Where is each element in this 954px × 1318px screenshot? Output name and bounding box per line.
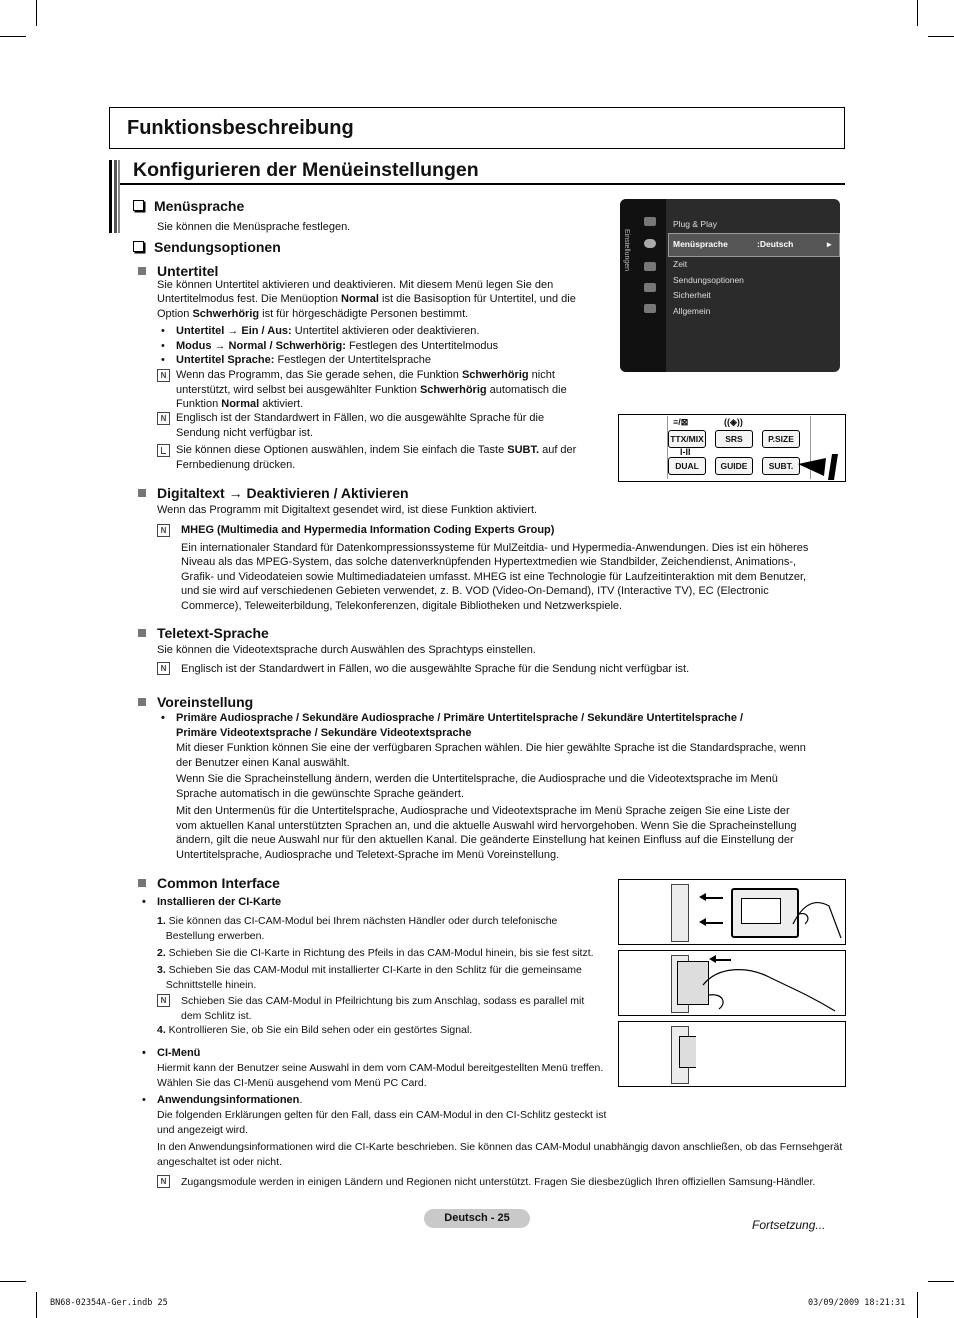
page-number-badge: Deutsch - 25: [424, 1209, 530, 1228]
hand-icon: [699, 955, 839, 1013]
mheg-line-3: Grafik- und Videodateien sowie Multimediadateien umfasst. MHEG ist eine Technologie für Laufzeitinteraktion mit dem Benutzer,: [181, 571, 807, 583]
mheg-line-4: und sie wird auf verschiedenen Gebieten verwendet, z. B. VOD (Video-On-Demand), ITV (Interactive TV), EC (Electronic: [181, 585, 769, 597]
menu-side-label: Einstellungen: [623, 229, 630, 272]
heading-common-interface: Common Interface: [138, 875, 280, 891]
voreinstellung-bullet: • Primäre Audiosprache / Sekundäre Audiosprache / Primäre Untertitelsprache / Sekundäre Untertitelsprache / Primäre Videotextsprache / Sekundäre Videotextsprache: [176, 711, 743, 740]
file-info: BN68-02354A-Ger.indb 25: [50, 1298, 168, 1308]
hand-icon: [789, 884, 843, 942]
arrow-left-icon: [705, 922, 723, 924]
heading-voreinstellung: Voreinstellung: [138, 694, 253, 710]
tip-icon: [157, 444, 170, 457]
pointer-arrow-icon: [796, 450, 842, 482]
srs-icon: ((◈)): [724, 417, 743, 427]
menu-item-selected: Menüsprache :Deutsch ▸: [668, 233, 840, 257]
app-info-text-2: In den Anwendungsinformationen wird die CI-Karte beschrieben. Sie können das CAM-Modul unabhängig davon anschließen, ob das Fernsehgerät angeschaltet ist oder nicht.: [157, 1141, 843, 1168]
continued-label: Fortsetzung...: [752, 1218, 826, 1232]
crop-mark: [0, 1281, 26, 1282]
untertitel-p2: Untertitelmodus fest. Die Menüoption Normal ist die Basisoption für Untertitel, und die: [157, 293, 576, 305]
untertitel-bullet-3: • Untertitel Sprache: Festlegen der Untertitelsprache: [176, 353, 431, 368]
untertitel-p3: Option Schwerhörig ist für hörgeschädigte Personen bestimmt.: [157, 308, 469, 320]
ci-step-2: 2. Schieben Sie die CI-Karte in Richtung des Pfeils in das CAM-Modul hinein, bis sie fest sitzt.: [157, 947, 594, 959]
ci-slot: [671, 884, 689, 942]
ci-step-3: 3. Schieben Sie das CAM-Modul mit installierter CI-Karte in den Schlitz für die gemeinsame Schnittstelle hinein.: [157, 964, 582, 991]
ci-step-note: Schieben Sie das CAM-Modul in Pfeilrichtung bis zum Anschlag, sodass es parallel mit dem Schlitz ist.: [181, 995, 585, 1022]
untertitel-bullet-2: • Modus → Normal / Schwerhörig: Festlegen des Untertitelmodus: [176, 339, 498, 354]
sound-icon: [644, 262, 656, 271]
ci-menu-text: Hiermit kann der Benutzer seine Auswahl in dem vom CAM-Modul bereitgestellten Menü treffen. Wählen Sie das CI-Menü ausgehend vom Menü PC Card.: [157, 1062, 604, 1089]
menu-item-plug-and-play: Plug & Play: [673, 219, 717, 229]
teletext-icon: ≡/⊠: [673, 417, 689, 427]
crop-mark: [917, 1292, 918, 1318]
menu-item-sicherheit: Sicherheit: [673, 290, 711, 300]
teletext-text: Sie können die Videotextsprache durch Auswählen des Sprachtyps einstellen.: [157, 644, 536, 656]
note-icon: [157, 369, 170, 382]
menu-sidebar: [620, 199, 666, 372]
teletext-note: Englisch ist der Standardwert in Fällen, wo die ausgewählte Sprache für die Sendung nicht verfügbar ist.: [181, 663, 690, 675]
untertitel-note-2: Englisch ist der Standardwert in Fällen, wo die ausgewählte Sprache für die Sendung nicht verfügbar ist.: [176, 412, 545, 439]
mheg-line-2: Niveau als das MPEG-System, das solche datenverknüpfenden Hypertextmedien wie Standbilder, Zeichendienst, Animations-,: [181, 556, 797, 568]
crop-mark: [36, 0, 37, 26]
ci-figure-2: [618, 950, 846, 1016]
voreinstellung-p1: Mit dieser Funktion können Sie eine der verfügbaren Sprachen wählen. Die hier gewählte Sprache ist die Standardsprache, wenn der Benutzer einen Kanal auswählt.: [176, 742, 806, 769]
heading-sendungsoptionen: Sendungsoptionen: [133, 239, 281, 255]
note-icon: [157, 1175, 170, 1188]
crop-mark: [36, 1292, 37, 1318]
note-icon: [157, 994, 170, 1007]
note-icon: [157, 524, 170, 537]
digitaltext-text: Wenn das Programm mit Digitaltext gesendet wird, ist diese Funktion aktiviert.: [157, 504, 538, 516]
ci-step-1: 1. Sie können das CI-CAM-Modul bei Ihrem nächsten Händler oder durch telefonische Bestellung erwerben.: [157, 915, 558, 942]
untertitel-p1: Sie können Untertitel aktivieren und deaktivieren. Mit diesem Menü legen Sie den: [157, 279, 554, 291]
heading-untertitel: Untertitel: [138, 263, 218, 279]
menu-item-allgemein: Allgemein: [673, 306, 711, 316]
menu-item-zeit: Zeit: [673, 259, 688, 269]
app-info-text-1: Die folgenden Erklärungen gelten für den Fall, dass ein CAM-Modul in den CI-Schlitz gesteckt ist und angezeigt wird.: [157, 1109, 607, 1136]
heading-digitaltext: Digitaltext → Deaktivieren / Aktivieren: [138, 485, 409, 501]
subt-button: SUBT.: [762, 457, 800, 475]
dual-button: DUAL: [668, 457, 706, 475]
note-icon: [157, 662, 170, 675]
ci-figure-1: [618, 879, 846, 945]
picture-icon: [644, 217, 656, 226]
menu-item-sendungsoptionen: Sendungsoptionen: [673, 275, 744, 285]
untertitel-note-1: Wenn das Programm, das Sie gerade sehen, die Funktion Schwerhörig nicht unterstützt, wird selbst bei ausgewählter Funktion Schwerhörig automatisch die Funktion Normal aktiviert.: [176, 369, 567, 410]
ci-final-note: Zugangsmodule werden in einigen Ländern und Regionen nicht unterstützt. Fragen Sie diesbezüglich Ihren offiziellen Samsung-Händler.: [181, 1176, 816, 1188]
mheg-line-1: Ein internationaler Standard für Datenkompressionssysteme für MulZeitdia- und Hypermedia-Anwendungen. Dies ist ein höheres: [181, 542, 809, 554]
section-underline: [120, 183, 845, 185]
section-bar: [109, 160, 120, 233]
heading-teletext: Teletext-Sprache: [138, 625, 269, 641]
menu-screenshot: [620, 199, 840, 372]
app-info-title: • Anwendungsinformationen.: [157, 1093, 302, 1108]
input-icon: [644, 304, 656, 313]
crop-mark: [0, 36, 26, 37]
gear-icon: [644, 239, 656, 248]
mheg-line-5: Commerce), Teleweiterbildung, Telekonferenzen, digitale Bibliotheken und Netzwerkspiele.: [181, 600, 623, 612]
crop-mark: [928, 1281, 954, 1282]
menuesprache-text: Sie können die Menüsprache festlegen.: [157, 221, 351, 233]
page-title: Funktionsbeschreibung: [127, 117, 354, 139]
ci-install-title: • Installieren der CI-Karte: [157, 895, 281, 910]
page-title-box: [109, 107, 845, 149]
untertitel-bullet-1: • Untertitel → Ein / Aus: Untertitel aktivieren oder deaktivieren.: [176, 324, 479, 339]
channel-icon: [644, 283, 656, 292]
guide-button: GUIDE: [715, 457, 753, 475]
srs-button: SRS: [715, 430, 753, 448]
ci-figure-3: [618, 1021, 846, 1087]
ttx-mix-button: TTX/MIX: [668, 430, 706, 448]
print-date: 03/09/2009 18:21:31: [808, 1298, 906, 1308]
ci-menu-title: • CI-Menü: [157, 1046, 200, 1061]
arrow-left-icon: [705, 897, 723, 899]
psize-button: P.SIZE: [762, 430, 800, 448]
crop-mark: [917, 0, 918, 26]
dual-icon: I-II: [680, 447, 691, 457]
note-icon: [157, 412, 170, 425]
cam-module-inserted: [679, 1036, 696, 1068]
untertitel-note-3: Sie können diese Optionen auswählen, indem Sie einfach die Taste SUBT. auf der Fernbedienung drücken.: [176, 444, 577, 471]
voreinstellung-p2: Wenn Sie die Spracheinstellung ändern, werden die Untertitelsprache, die Audiosprache und die Videotextsprache im Menü Sprache automatisch in die gewünschte Sprache geändert.: [176, 773, 778, 800]
ci-card: [741, 898, 781, 924]
section-title: Konfigurieren der Menüeinstellungen: [133, 159, 479, 181]
voreinstellung-p3: Mit den Untermenüs für die Untertitelsprache, Audiosprache und Videotextsprache im Menü Sprache zeigen Sie eine Liste der vom aktuellen Kanal unterstützten Sprachen an, und die aktuelle Auswahl wird hervorgehoben. Wenn Sie die Spracheinstellung ändern, gilt die neue Auswahl nur für den aktuellen Kanal. Die geänderte Einstellung hat keinen Einfluss auf die Einstellung der Untertitelsprache, Audiosprache und Teletext-Sprache im Menü Voreinstellung.: [176, 805, 797, 861]
mheg-title: MHEG (Multimedia and Hypermedia Information Coding Experts Group): [181, 524, 555, 536]
crop-mark: [928, 36, 954, 37]
ci-step-4: 4. Kontrollieren Sie, ob Sie ein Bild sehen oder ein gestörtes Signal.: [157, 1024, 473, 1036]
heading-menuesprache: Menüsprache: [133, 198, 244, 214]
